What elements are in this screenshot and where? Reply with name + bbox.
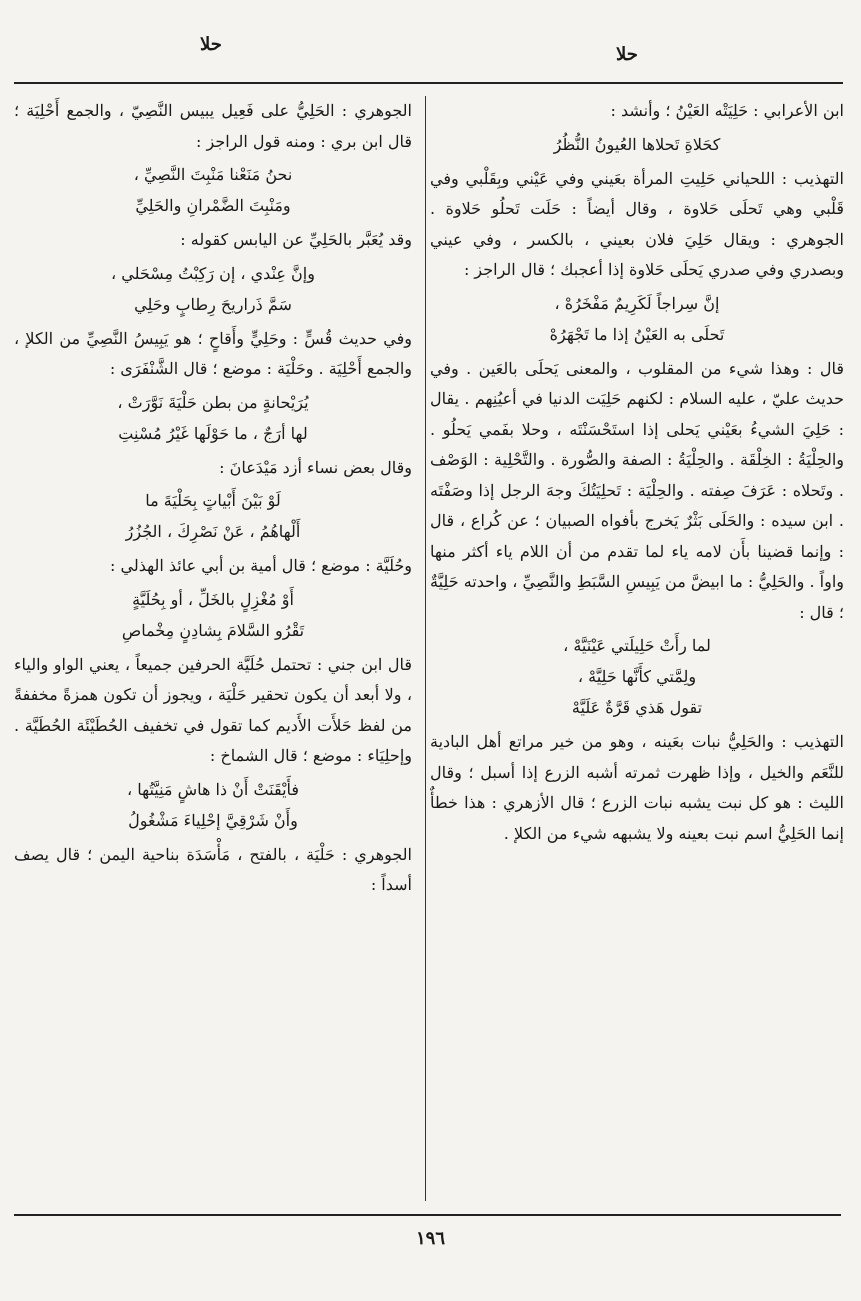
verse-line: لَوْ بَيْنَ أَبْياتٍ بِحَلْيَةَ ما xyxy=(145,491,281,510)
verse-line: تقول هَذي قَرَّةٌ عَلَيَّهْ xyxy=(571,698,703,717)
paragraph: ابن الأعرابي : حَلِيَتْه العَيْنُ ؛ وأنشد : xyxy=(610,101,844,120)
verse-line: فأَيْقَنَتْ أَنْ ذا هاشٍ مَنِيَّتُها ، xyxy=(126,779,300,799)
verse xyxy=(14,387,412,449)
verse-line: وأَنْ شَرْقِيَّ إحْلِياءَ مَشْغُولُ xyxy=(128,810,298,830)
running-head-left: حلا xyxy=(200,34,222,55)
page-number: ١٩٦ xyxy=(415,1228,445,1249)
verse xyxy=(430,288,844,350)
verse xyxy=(14,258,412,320)
verse-line: تَقْرُو السَّلامَ بِشادِنٍ مِخْماصِ xyxy=(121,620,305,640)
right-column xyxy=(430,96,844,1206)
verse xyxy=(430,630,844,723)
paragraph: وحُلَيَّة : موضع ؛ قال أمية بن أبي عائذ الهذلي : xyxy=(110,556,412,575)
paragraph: الجوهري : الحَلِيُّ على فَعِيل يبيس النَّصِيّ ، والجمع أَحْلِيَة ؛ قال ابن بري : ومنه قول الراجز : xyxy=(14,101,412,151)
top-rule xyxy=(14,82,843,84)
verse-line: ولِمَّتي كأَنَّها حَلِيَّهْ ، xyxy=(577,667,697,686)
paragraph: الجوهري : حَلْيَة ، بالفتح ، مَأْسَدَة بناحية اليمن ؛ قال يصف أسداً : xyxy=(14,844,412,894)
verse xyxy=(430,129,844,160)
verse-line: أَلْهاهُمُ ، عَنْ نَصْرِكَ ، الجُزُرُ xyxy=(125,522,301,541)
column-divider xyxy=(425,96,426,1201)
paragraph: التهذيب : اللحياني حَلِيتِ المرأة بعَيني وفي عَيْني وبِقَلْبي وفي قَلْبي وهي تَحلَى حَلاوة ، وقال أيضاً : حَلَت تَحلُو حَلاوة . الجوهري : ويقال حَلِيَ فلان بعيني ، بالكسر ، وفي عيني وبصدري وفي صدري يَحلَى حَلاوة إذا أعجبك ؛ قال الراجز : xyxy=(430,168,844,279)
verse-line: وإنَّ عِنْدي ، إن رَكِبْتُ مِسْحَلي ، xyxy=(111,263,315,283)
verse-line: تَحلَى به العَيْنُ إذا ما تَجْهَرُهْ xyxy=(549,324,725,344)
verse-line: يُرَيْحانةٍ من بطن حَلْيَةَ نَوَّرَتْ ، xyxy=(117,392,309,412)
paragraph: وقال بعض نساء أزد مَيْدَعانَ : xyxy=(219,457,412,477)
verse-line: لما رأَتْ حَلِيلَتي عَيْنَيَّهْ ، xyxy=(563,636,711,655)
verse xyxy=(14,584,412,646)
verse-line: كحَلاةِ تَحلاها العُيونُ النُّظُرُ xyxy=(553,134,721,154)
verse-line: أَوْ مُغْزِلٍ بالخَلِّ ، أو بِحُلَيَّةٍ xyxy=(132,589,294,609)
verse-line: لها أرَجٌ ، ما حَوْلَها غَيْرُ مُسْنِتِ xyxy=(118,423,308,443)
paragraph: قال ابن جني : تحتمل حُلَيَّة الحرفين جميعاً ، يعني الواو والياء ، ولا أبعد أن يكون تحقير حَلْيَة ، ويجوز أن تكون همزةً مخففةً من لفظ حَلأَت الأَديم كما تقول في تخفيف الحُطَيْئَة الحُطَيَّة . وإحلِيَاء : موضع ؛ قال الشماخ : xyxy=(14,654,412,765)
paragraph: التهذيب : والحَلِيُّ نبات بعَينه ، وهو من خير مراتع أهل البادية للنَّعَم والخيل ، وإذا ظهرت ثمرته أشبه الزرع إذا أسبل ؛ وقال الليث : هو كل نبت يشبه نبات الزرع ؛ قال الأزهري : هذا خطأٌ إنما الحَلِيُّ اسم نبت بعينه ولا يشبهه شيء من الكلإ . xyxy=(430,732,844,843)
verse-line: سَمَّ ذَراريحَ رِطابٍ وحَلِي xyxy=(134,294,292,314)
verse xyxy=(14,485,412,547)
paragraph: قال : وهذا شيء من المقلوب ، والمعنى يَحلَى بالعَين . وفي حديث عليّ ، عليه السلام : لكنهم حَلِيَت الدنيا في أعيُنِهم . يقال : حَلِيَ الشيءُ بعَيْني يَحلى إذا استَحْسَنْتَه ، وحلا بفَمي يَحلُو . والحِلْيَةُ : الخِلْقَة . والحِلْيَةُ : الصفة والصُّورة . والتَّحْلِية : الوَصْف . وتَحلاه : عَرَفَ صِفته . والحِلْيَة : تَحلِيَتُكَ وجهَ الرجل إذا وصَفْتَه . ابن سيده : والحَلَى بَثْرٌ يَخرج بأفواه الصبيان ؛ عن كُراع ، قال : وإنما قضينا بأَن لامه ياء لما تقدم من أن اللام ياء أكثر منها واواً . والحَلِيُّ : ما ابيضَّ من يَبِيسِ السَّبَطِ والنَّصِيِّ ، واحدته حَلِيَّةٌ ؛ قال : xyxy=(430,358,844,622)
left-column xyxy=(14,96,412,1206)
verse xyxy=(14,774,412,836)
verse-line: ومَنْبِتَ الضَّمْرانِ والحَلِيِّ xyxy=(135,196,291,215)
paragraph: وقد يُعَبَّر بالحَلِيِّ عن اليابس كقوله : xyxy=(180,230,412,249)
verse-line: نحنُ مَنَعْنا مَنْبِتَ النَّصِيِّ ، xyxy=(133,165,293,184)
verse xyxy=(14,159,412,221)
verse-line: إنَّ سِراجاً لَكَرِيمٌ مَفْخَرُهْ ، xyxy=(554,293,720,313)
paragraph: وفي حديث قُسٍّ : وحَلِيٍّ وأَقاحٍ ؛ هو يَبِيسُ النَّصِيِّ من الكلإ ، والجمع أَحْلِيَة . وحَلْيَة : موضع ؛ قال الشَّنْفَرَى : xyxy=(14,328,412,378)
bottom-rule xyxy=(14,1214,841,1216)
running-head-right: حلا xyxy=(616,44,638,65)
